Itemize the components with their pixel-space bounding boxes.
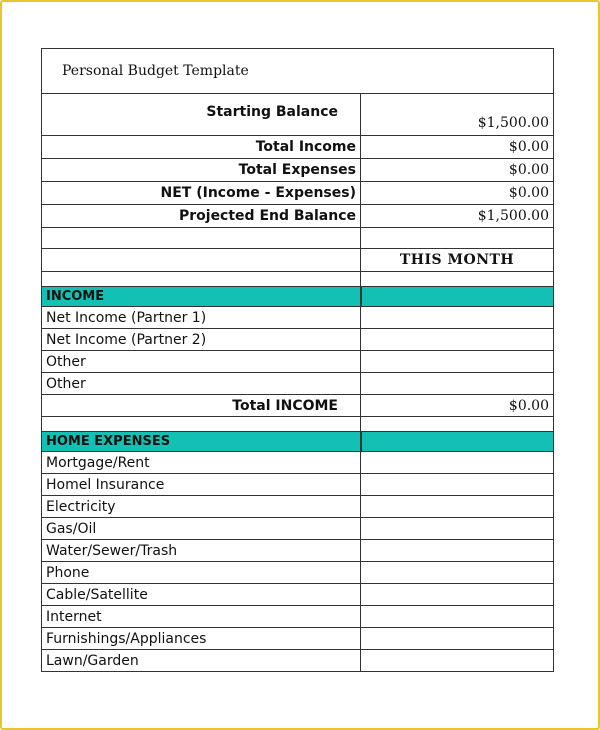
home-expenses-header-label: HOME EXPENSES — [42, 432, 361, 452]
income-row — [42, 373, 554, 395]
column-header-row — [42, 249, 554, 272]
income-item-value[interactable] — [361, 329, 554, 351]
income-row — [42, 351, 554, 373]
expense-row — [42, 606, 554, 628]
summary-row-projected-end — [42, 205, 554, 228]
sheet-title: Personal Budget Template — [42, 49, 554, 94]
blank-cell[interactable] — [42, 272, 361, 287]
income-item-value[interactable] — [361, 351, 554, 373]
expense-item-value[interactable] — [361, 606, 554, 628]
expense-item-value[interactable] — [361, 562, 554, 584]
blank-cell[interactable] — [42, 249, 361, 272]
expense-row — [42, 584, 554, 606]
blank-row — [42, 417, 554, 432]
summary-value[interactable]: $1,500.00 — [361, 205, 554, 228]
income-item-label: Net Income (Partner 2) — [42, 329, 361, 351]
expense-item-label: Internet — [42, 606, 361, 628]
total-income-label: Total INCOME — [42, 395, 361, 417]
summary-row-net — [42, 182, 554, 205]
expense-row — [42, 496, 554, 518]
blank-row — [42, 272, 554, 287]
income-header-fill — [361, 287, 554, 307]
total-income-value[interactable]: $0.00 — [361, 395, 554, 417]
expense-row — [42, 650, 554, 672]
income-item-label: Net Income (Partner 1) — [42, 307, 361, 329]
blank-cell[interactable] — [42, 228, 361, 249]
expense-item-label: Gas/Oil — [42, 518, 361, 540]
title-row — [42, 49, 554, 94]
expense-item-label: Lawn/Garden — [42, 650, 361, 672]
summary-row-starting-balance — [42, 94, 554, 136]
expense-item-label: Cable/Satellite — [42, 584, 361, 606]
budget-sheet — [41, 48, 554, 672]
blank-row — [42, 228, 554, 249]
summary-label: Total Income — [42, 136, 361, 159]
expense-item-label: Homel Insurance — [42, 474, 361, 496]
blank-cell[interactable] — [361, 417, 554, 432]
summary-row-total-income — [42, 136, 554, 159]
expense-item-value[interactable] — [361, 496, 554, 518]
expense-row — [42, 562, 554, 584]
summary-row-total-expenses — [42, 159, 554, 182]
expense-item-label: Furnishings/Appliances — [42, 628, 361, 650]
blank-cell[interactable] — [42, 417, 361, 432]
expense-item-label: Water/Sewer/Trash — [42, 540, 361, 562]
expense-row — [42, 474, 554, 496]
expense-item-label: Electricity — [42, 496, 361, 518]
total-income-row — [42, 395, 554, 417]
income-row — [42, 307, 554, 329]
income-item-value[interactable] — [361, 307, 554, 329]
expense-row — [42, 540, 554, 562]
expense-item-value[interactable] — [361, 584, 554, 606]
expense-item-value[interactable] — [361, 452, 554, 474]
this-month-header: THIS MONTH — [361, 249, 554, 272]
summary-value[interactable]: $0.00 — [361, 136, 554, 159]
expense-row — [42, 452, 554, 474]
summary-label: Total Expenses — [42, 159, 361, 182]
income-item-label: Other — [42, 373, 361, 395]
expense-item-label: Mortgage/Rent — [42, 452, 361, 474]
summary-value[interactable]: $0.00 — [361, 182, 554, 205]
income-row — [42, 329, 554, 351]
expense-item-value[interactable] — [361, 474, 554, 496]
expense-row — [42, 518, 554, 540]
expense-item-value[interactable] — [361, 650, 554, 672]
income-item-value[interactable] — [361, 373, 554, 395]
income-section-header — [42, 287, 554, 307]
expense-row — [42, 628, 554, 650]
summary-value[interactable]: $1,500.00 — [361, 94, 554, 136]
expense-item-label: Phone — [42, 562, 361, 584]
expense-item-value[interactable] — [361, 518, 554, 540]
home-expenses-header-fill — [361, 432, 554, 452]
income-header-label: INCOME — [42, 287, 361, 307]
summary-value[interactable]: $0.00 — [361, 159, 554, 182]
summary-label: NET (Income - Expenses) — [42, 182, 361, 205]
home-expenses-section-header — [42, 432, 554, 452]
blank-cell[interactable] — [361, 272, 554, 287]
income-item-label: Other — [42, 351, 361, 373]
expense-item-value[interactable] — [361, 628, 554, 650]
blank-cell[interactable] — [361, 228, 554, 249]
summary-label: Starting Balance — [42, 94, 361, 136]
expense-item-value[interactable] — [361, 540, 554, 562]
summary-label: Projected End Balance — [42, 205, 361, 228]
